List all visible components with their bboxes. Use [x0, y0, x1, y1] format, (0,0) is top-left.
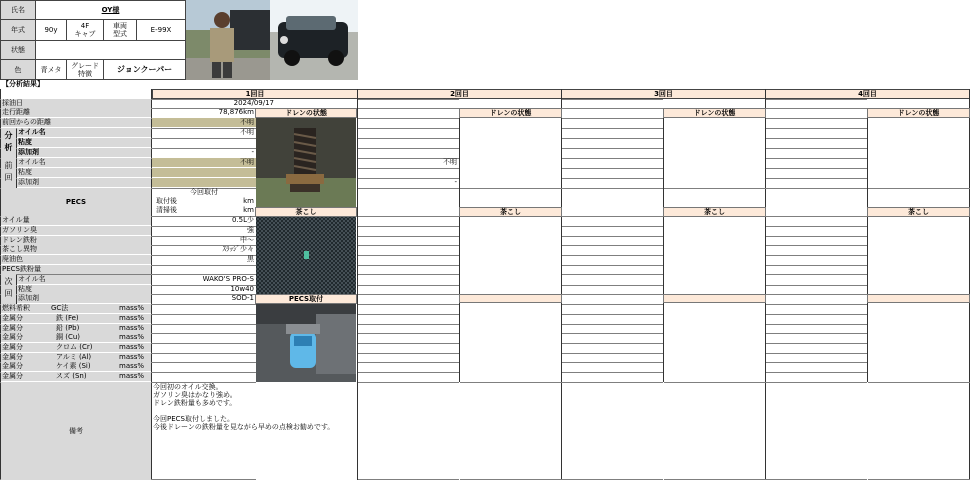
note-line: ドレン鉄粉量も多めです。	[153, 399, 237, 407]
metal-unit: mass%	[118, 372, 151, 381]
metal-name: アルミ (Al)	[50, 353, 118, 362]
r1-pecs-photo-title: PECS取付	[255, 294, 357, 304]
r1-pecs-photo	[256, 304, 356, 382]
r1-pecs-title: 今回取付	[190, 188, 218, 196]
fuel-dilution-unit: mass%	[118, 304, 151, 313]
r1-drain-photo	[256, 118, 356, 208]
note-line: 今後ドレーンの鉄粉量を見ながら早めの点検お勧めです。	[153, 423, 335, 431]
r3-drain-photo-title: ドレンの状態	[663, 108, 766, 118]
r1-next-additive: SOD-1	[231, 294, 254, 302]
r1-next-viscosity: 10w40	[230, 285, 254, 293]
label-prev-additive: 添加剤	[17, 178, 151, 187]
r1-notes	[153, 383, 356, 479]
label-additive: 添加剤	[17, 148, 151, 157]
grade-label: グレード 特徴	[66, 59, 104, 80]
note-line	[153, 407, 356, 415]
model-type-label: 車両 型式	[103, 19, 137, 41]
r1-drain-photo-title: ドレンの状態	[255, 108, 357, 118]
color-value: 青メタ	[35, 59, 67, 80]
label-next-viscosity: 粘度	[17, 285, 151, 294]
r2-prev-additive: -	[454, 178, 457, 186]
gear-value: 4F キャブ	[66, 19, 104, 41]
section-title: 【分析結果】	[2, 80, 44, 88]
r1-pecs-after-label: 取付後	[156, 197, 177, 205]
label-prev-oil-name: オイル名	[17, 158, 151, 167]
r1-strainer-photo	[256, 217, 356, 295]
note-line: 今回初のオイル交換。	[153, 383, 223, 391]
r1-gasoline-odor: 強	[247, 226, 254, 234]
note-line: ガソリン臭はかなり強め。	[153, 391, 237, 399]
round-3-header: 3回目	[561, 89, 766, 99]
r1-waste-oil-color: 黒	[247, 255, 254, 263]
r1-strainer-debris: ｽﾗｯｼﾞ少々	[222, 245, 254, 253]
color-label: 色	[0, 59, 36, 80]
r1-since-prev: 不明	[152, 118, 256, 127]
car-photo	[270, 0, 358, 80]
r2-pecs-photo-title	[459, 294, 562, 303]
metal-label: 金属分	[1, 324, 51, 333]
year-value: 90y	[35, 19, 67, 41]
label-strainer-debris: 茶こし異物	[1, 245, 151, 254]
label-pecs: PECS	[1, 188, 151, 216]
r1-strainer-photo-title: 茶こし	[255, 207, 357, 217]
metal-name: クロム (Cr)	[50, 343, 118, 352]
label-oil-amount: オイル量	[1, 216, 151, 225]
year-label: 年式	[0, 19, 36, 41]
label-next-group: 次 回	[1, 274, 16, 304]
r2-strainer-photo-title: 茶こし	[459, 207, 562, 217]
r1-oil-amount: 0.5L少	[231, 216, 254, 224]
metal-unit: mass%	[118, 362, 151, 371]
name-value: OY様	[35, 0, 186, 20]
owner-photo	[186, 0, 270, 80]
note-line: 今回PECS取付しました。	[153, 415, 234, 423]
metal-unit: mass%	[118, 324, 151, 333]
r4-drain-photo-title: ドレンの状態	[867, 108, 970, 118]
metal-unit: mass%	[118, 353, 151, 362]
r4-pecs-photo-title	[867, 294, 970, 303]
r1-additive: -	[251, 148, 254, 156]
metal-label: 金属分	[1, 372, 51, 381]
r3-strainer-photo-title: 茶こし	[663, 207, 766, 217]
label-prev-viscosity: 粘度	[17, 168, 151, 177]
label-distance: 走行距離	[1, 108, 151, 117]
metal-label: 金属分	[1, 343, 51, 352]
metal-label: 金属分	[1, 333, 51, 342]
metal-unit: mass%	[118, 314, 151, 323]
metal-unit: mass%	[118, 333, 151, 342]
metal-name: スズ (Sn)	[50, 372, 118, 381]
r1-pecs-after-unit: km	[243, 197, 254, 205]
label-notes: 備考	[1, 382, 151, 480]
label-pecs-iron: PECS鉄粉量	[1, 265, 151, 274]
r1-prev-oil-name: 不明	[152, 158, 256, 167]
metal-label: 金属分	[1, 314, 51, 323]
grade-value: ジョンクーパー	[103, 59, 186, 80]
r2-drain-photo-title: ドレンの状態	[459, 108, 562, 118]
model-type-value: E-99X	[136, 19, 186, 41]
label-gasoline-odor: ガソリン臭	[1, 226, 151, 235]
label-date: 採油日	[1, 99, 151, 108]
r2-prev-oil-name: 不明	[443, 158, 457, 166]
label-waste-oil-color: 廃油色	[1, 255, 151, 264]
round-1-header: 1回目	[152, 89, 358, 99]
metal-name: ケイ素 (Si)	[50, 362, 118, 371]
metal-name: 鉛 (Pb)	[50, 324, 118, 333]
condition-label: 状態	[0, 40, 36, 60]
label-since-prev: 前回からの距離	[1, 118, 151, 127]
r1-viscosity	[152, 138, 256, 147]
condition-value	[35, 40, 186, 60]
r1-prev-additive	[152, 178, 256, 187]
r1-prev-viscosity	[152, 168, 256, 177]
round-2-header: 2回目	[357, 89, 562, 99]
metal-name: 銅 (Cu)	[50, 333, 118, 342]
label-oil-name: オイル名	[17, 128, 151, 137]
name-label: 氏名	[0, 0, 36, 20]
metal-name: 鉄 (Fe)	[50, 314, 118, 323]
metal-label: 金属分	[1, 353, 51, 362]
r1-pecs-clean-label: 清掃後	[156, 206, 177, 214]
r1-date: 2024/09/17	[233, 99, 274, 107]
label-analysis-group: 分 析	[1, 128, 16, 158]
label-previous-group: 前 回	[1, 158, 16, 188]
round-4-header: 4回目	[765, 89, 970, 99]
r3-pecs-photo-title	[663, 294, 766, 303]
r1-pecs-clean-unit: km	[243, 206, 254, 214]
r4-strainer-photo-title: 茶こし	[867, 207, 970, 217]
label-drain-iron: ドレン鉄粉	[1, 236, 151, 245]
r1-drain-iron: 中～	[240, 236, 254, 244]
metal-unit: mass%	[118, 343, 151, 352]
r1-distance: 78,876km	[218, 108, 254, 116]
fuel-dilution-method: GC法	[50, 304, 118, 313]
label-viscosity: 粘度	[17, 138, 151, 147]
label-next-oil-name: オイル名	[17, 275, 151, 284]
r1-next-oil-name: WAKO'S PRO-S	[202, 275, 254, 283]
r1-oil-name: 不明	[240, 128, 254, 136]
label-next-additive: 添加剤	[17, 294, 151, 303]
label-fuel-dilution: 燃料希釈	[1, 304, 51, 313]
metal-label: 金属分	[1, 362, 51, 371]
